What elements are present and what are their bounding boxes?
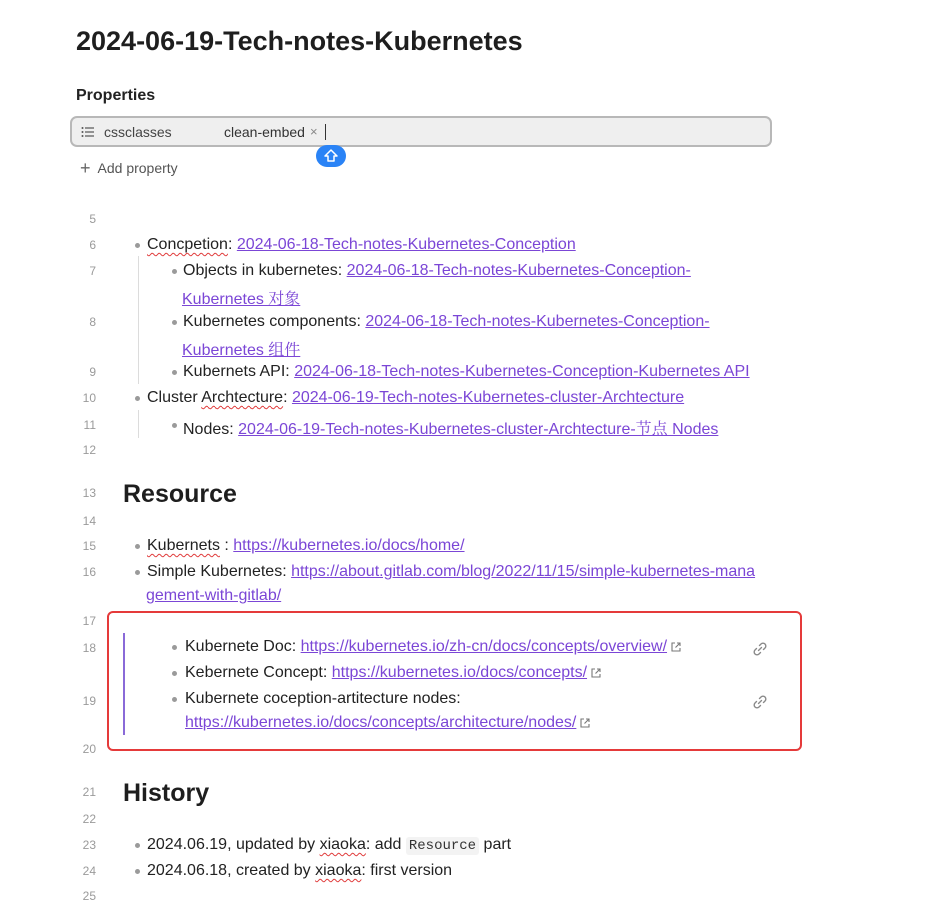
list-item-nodes — [183, 416, 718, 439]
external-link-continued[interactable]: gement-with-gitlab/ — [146, 587, 282, 604]
separator: : — [227, 236, 237, 253]
list-bullet — [135, 869, 140, 874]
internal-link[interactable]: 2024-06-18-Tech-notes-Kubernetes-Conception- — [365, 313, 710, 330]
item-label: Simple Kubernetes: — [147, 563, 292, 580]
list-bullet — [172, 370, 177, 375]
line-number: 23 — [82, 838, 96, 852]
list-bullet — [172, 423, 177, 428]
list-bullet — [172, 697, 177, 702]
internal-link-continued[interactable]: Kubernetes 对象 — [182, 291, 301, 308]
history-item-created — [147, 862, 452, 880]
add-property-button[interactable] — [80, 159, 178, 177]
internal-link[interactable]: 2024-06-18-Tech-notes-Kubernetes-Conception — [236, 236, 576, 253]
internal-link[interactable]: 2024-06-19-Tech-notes-Kubernetes-cluster-Archtecture-节点 Nodes — [238, 421, 719, 438]
item-label: Kubernets API: — [183, 363, 295, 380]
list-item-simple-wrap — [146, 587, 281, 605]
line-number: 17 — [82, 614, 96, 628]
line-number: 14 — [82, 514, 96, 528]
plus-icon: + — [80, 158, 91, 178]
property-key-label: cssclasses — [104, 123, 172, 140]
list-item-kubernets — [147, 537, 465, 555]
property-row-cssclasses[interactable] — [70, 116, 772, 147]
properties-heading: Properties — [76, 87, 156, 104]
line-number: 7 — [89, 264, 96, 278]
indent-guide — [138, 256, 139, 384]
history-text: 2024.06.18, created by — [147, 862, 316, 879]
internal-link[interactable]: 2024-06-18-Tech-notes-Kubernetes-Conception- — [346, 262, 691, 279]
list-icon — [81, 126, 95, 138]
line-number: 10 — [82, 391, 96, 405]
history-item-updated — [147, 836, 511, 854]
link-icon[interactable] — [752, 694, 768, 710]
indent-guide — [138, 410, 139, 438]
internal-link[interactable]: 2024-06-18-Tech-notes-Kubernetes-Conception-Kubernetes API — [294, 363, 750, 380]
list-bullet — [172, 671, 177, 676]
external-link[interactable]: https://kubernetes.io/docs/home/ — [233, 537, 465, 554]
line-number: 18 — [82, 641, 96, 655]
line-number: 19 — [82, 694, 96, 708]
list-bullet — [172, 645, 177, 650]
item-label: Concpetion — [147, 236, 228, 253]
embed-item-concept — [185, 664, 602, 682]
property-key[interactable] — [72, 118, 216, 145]
history-user: xiaoka — [319, 836, 366, 853]
link-icon[interactable] — [752, 641, 768, 657]
history-text: : first version — [361, 862, 453, 879]
history-user: xiaoka — [315, 862, 362, 879]
history-text: : add — [365, 836, 406, 853]
history-text: 2024.06.19, updated by — [147, 836, 320, 853]
line-number: 20 — [82, 742, 96, 756]
line-number: 16 — [82, 565, 96, 579]
embed-item-nodes-wrap — [185, 714, 591, 732]
item-label: Cluster — [147, 389, 202, 406]
inline-code: Resource — [406, 837, 479, 855]
remove-chip-icon[interactable]: × — [309, 124, 318, 139]
line-number: 5 — [89, 212, 96, 226]
item-label: Kubernets — [147, 537, 220, 554]
separator: : — [283, 389, 292, 406]
list-bullet — [135, 243, 140, 248]
line-number: 15 — [82, 539, 96, 553]
add-property-label: Add property — [97, 160, 178, 176]
heading-resource: Resource — [123, 480, 237, 508]
list-bullet — [135, 843, 140, 848]
text-cursor — [325, 124, 326, 140]
line-number: 13 — [82, 486, 96, 500]
line-number: 22 — [82, 812, 96, 826]
line-number: 12 — [82, 443, 96, 457]
line-number: 25 — [82, 889, 96, 903]
list-item-conception — [147, 236, 576, 254]
external-link-icon — [670, 641, 682, 653]
internal-link[interactable]: 2024-06-19-Tech-notes-Kubernetes-cluster-Archtecture — [291, 389, 685, 406]
line-number: 11 — [83, 418, 96, 432]
list-bullet — [135, 396, 140, 401]
list-item-objects-wrap — [182, 286, 300, 309]
list-bullet — [172, 269, 177, 274]
item-label: Kubernete Doc: — [185, 638, 301, 655]
list-item-simple — [147, 563, 755, 581]
value-chip[interactable] — [224, 124, 318, 140]
list-bullet — [172, 320, 177, 325]
external-link-icon — [579, 717, 591, 729]
history-text: part — [479, 836, 512, 853]
internal-link-continued[interactable]: Kubernetes 组件 — [182, 342, 301, 359]
line-number: 24 — [82, 864, 96, 878]
list-item-components-wrap — [182, 337, 300, 360]
list-item-api — [183, 363, 750, 381]
list-item-cluster — [147, 389, 684, 407]
item-label: Kubernetes components: — [183, 313, 366, 330]
item-label: Objects in kubernetes: — [183, 262, 347, 279]
external-link[interactable]: https://about.gitlab.com/blog/2022/11/15/simple-kubernetes-mana — [291, 563, 756, 580]
line-number: 8 — [89, 315, 96, 329]
list-item-objects — [183, 262, 691, 280]
embed-quote-bar — [123, 633, 125, 735]
item-label: Nodes: — [183, 421, 239, 438]
separator: : — [219, 537, 234, 554]
list-bullet — [135, 570, 140, 575]
item-label: Kebernete Concept: — [185, 664, 332, 681]
page-title[interactable]: 2024-06-19-Tech-notes-Kubernetes — [76, 26, 523, 56]
item-label-misspelled: Archtecture — [201, 389, 284, 406]
external-link[interactable]: https://kubernetes.io/docs/concepts/architecture/nodes/ — [185, 714, 577, 731]
external-link[interactable]: https://kubernetes.io/zh-cn/docs/concepts/overview/ — [300, 638, 668, 655]
embed-item-nodes — [185, 690, 461, 708]
external-link-icon — [590, 667, 602, 679]
list-item-components — [183, 313, 710, 331]
line-number: 9 — [89, 365, 96, 379]
shift-key-badge — [316, 145, 346, 167]
list-bullet — [135, 544, 140, 549]
shift-icon — [324, 149, 338, 163]
line-number: 21 — [82, 785, 96, 799]
item-label: Kubernete coception-artitecture nodes: — [185, 690, 461, 707]
external-link[interactable]: https://kubernetes.io/docs/concepts/ — [331, 664, 588, 681]
property-value-field[interactable] — [216, 118, 770, 145]
embed-item-doc — [185, 638, 682, 656]
value-chip-label: clean-embed — [224, 123, 305, 140]
heading-history: History — [123, 779, 210, 807]
line-number: 6 — [89, 238, 96, 252]
